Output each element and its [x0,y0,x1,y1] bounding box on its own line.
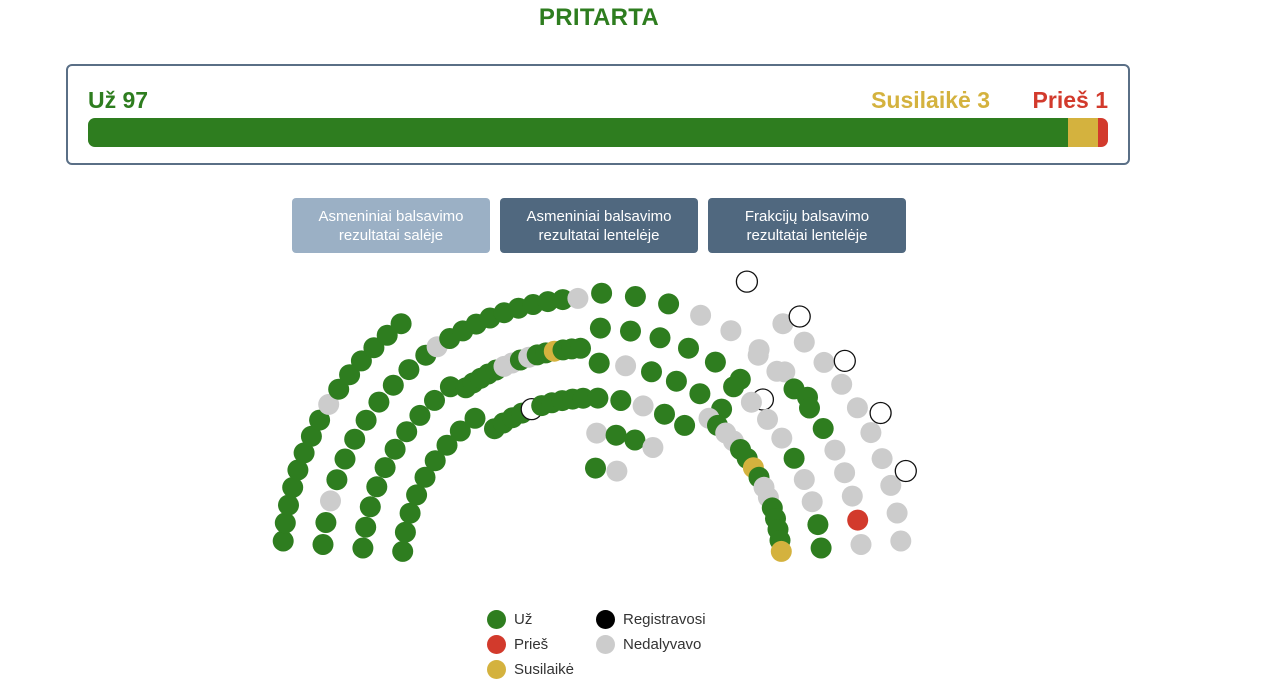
seat-for[interactable] [658,293,679,314]
seat-absent[interactable] [847,397,868,418]
seat-for[interactable] [366,476,387,497]
seat-for[interactable] [275,512,296,533]
seat-absent[interactable] [615,355,636,376]
seat-absent[interactable] [606,461,627,482]
seat-for[interactable] [654,404,675,425]
seat-for[interactable] [344,429,365,450]
seat-absent[interactable] [741,392,762,413]
seat-absent[interactable] [320,490,341,511]
seat-absent[interactable] [890,531,911,552]
seat-for[interactable] [650,327,671,348]
absent-dot-icon [596,635,615,654]
seat-absent[interactable] [872,448,893,469]
seat-for[interactable] [674,415,695,436]
abstain-count-label: Susilaikė 3 [871,87,990,113]
seat-for[interactable] [799,398,820,419]
seat-absent[interactable] [814,352,835,373]
tab-hall-results[interactable]: Asmeniniai balsavimo rezultatai salėje [292,198,490,253]
seat-for[interactable] [368,392,389,413]
seat-for[interactable] [424,390,445,411]
seat-absent[interactable] [633,395,654,416]
legend-item-registered [596,610,706,629]
seat-for[interactable] [396,421,417,442]
seat-absent[interactable] [860,422,881,443]
legend-item-against [487,635,548,654]
for-count-label: Už 97 [88,87,149,113]
seat-absent[interactable] [757,409,778,430]
legend-label-for: Už [514,611,533,628]
seat-for[interactable] [624,430,645,451]
seat-for[interactable] [391,313,412,334]
seat-for[interactable] [585,458,606,479]
tab-faction-table[interactable]: Frakcijų balsavimo rezultatai lentelėje [708,198,906,253]
seat-for[interactable] [375,457,396,478]
vote-outcome-title: PRITARTA [538,4,660,31]
seat-for[interactable] [678,338,699,359]
legend-item-for [487,610,532,629]
seat-absent[interactable] [834,462,855,483]
seat-for[interactable] [315,512,336,533]
seat-for[interactable] [590,318,611,339]
seat-absent[interactable] [831,374,852,395]
registered-dot-icon [596,610,615,629]
abstain-dot-icon [487,660,506,679]
seat-for[interactable] [570,338,591,359]
seat-absent[interactable] [690,305,711,326]
seat-for[interactable] [400,503,421,524]
seat-registered[interactable] [895,461,916,482]
legend-item-absent [596,635,701,654]
seat-absent[interactable] [771,428,792,449]
seat-absent[interactable] [851,534,872,555]
seat-for[interactable] [610,390,631,411]
seat-for[interactable] [641,361,662,382]
seat-for[interactable] [360,496,381,517]
seat-for[interactable] [326,469,347,490]
seat-for[interactable] [813,418,834,439]
seat-for[interactable] [606,425,627,446]
seat-absent[interactable] [794,332,815,353]
seat-for[interactable] [807,514,828,535]
seat-for[interactable] [589,353,610,374]
legend-label-absent: Nedalyvavo [623,636,702,653]
seat-for[interactable] [335,449,356,470]
seat-for[interactable] [392,541,413,562]
tab-personal-table[interactable]: Asmeniniai balsavimo rezultatai lentelėje [500,198,698,253]
seat-absent[interactable] [887,503,908,524]
seat-registered[interactable] [736,271,757,292]
seat-for[interactable] [620,321,641,342]
seat-for[interactable] [705,352,726,373]
seat-against[interactable] [847,510,868,531]
seat-for[interactable] [273,531,294,552]
seat-absent[interactable] [586,423,607,444]
seat-absent[interactable] [642,437,663,458]
seat-for[interactable] [385,439,406,460]
seat-registered[interactable] [789,306,810,327]
seat-absent[interactable] [794,469,815,490]
seat-for[interactable] [398,359,419,380]
seat-for[interactable] [356,410,377,431]
seat-for[interactable] [395,522,416,543]
seat-abstain[interactable] [771,541,792,562]
seat-for[interactable] [625,286,646,307]
legend-label-registered: Registravosi [623,611,706,628]
seat-for[interactable] [689,383,710,404]
against-dot-icon [487,635,506,654]
seat-for[interactable] [383,375,404,396]
against-count-label: Prieš 1 [1032,87,1108,113]
seat-absent[interactable] [720,320,741,341]
seat-for[interactable] [784,378,805,399]
seat-absent[interactable] [824,440,845,461]
seat-for[interactable] [409,405,430,426]
seat-for[interactable] [278,495,299,516]
seat-for[interactable] [587,388,608,409]
seat-for[interactable] [465,408,486,429]
seat-absent[interactable] [748,345,769,366]
seat-absent[interactable] [567,288,588,309]
seat-for[interactable] [784,448,805,469]
seat-for[interactable] [723,376,744,397]
legend-item-abstain [487,660,574,679]
seat-for[interactable] [591,283,612,304]
seat-for[interactable] [313,534,334,555]
seat-registered[interactable] [834,350,855,371]
seat-for[interactable] [352,538,373,559]
seat-absent[interactable] [802,491,823,512]
seat-registered[interactable] [870,403,891,424]
seat-for[interactable] [811,538,832,559]
legend-label-abstain: Susilaikė [514,661,575,678]
for-dot-icon [487,610,506,629]
seat-absent[interactable] [842,486,863,507]
legend-label-against: Prieš [514,636,549,653]
seat-for[interactable] [666,371,687,392]
seat-absent[interactable] [766,361,787,382]
seat-for[interactable] [355,517,376,538]
